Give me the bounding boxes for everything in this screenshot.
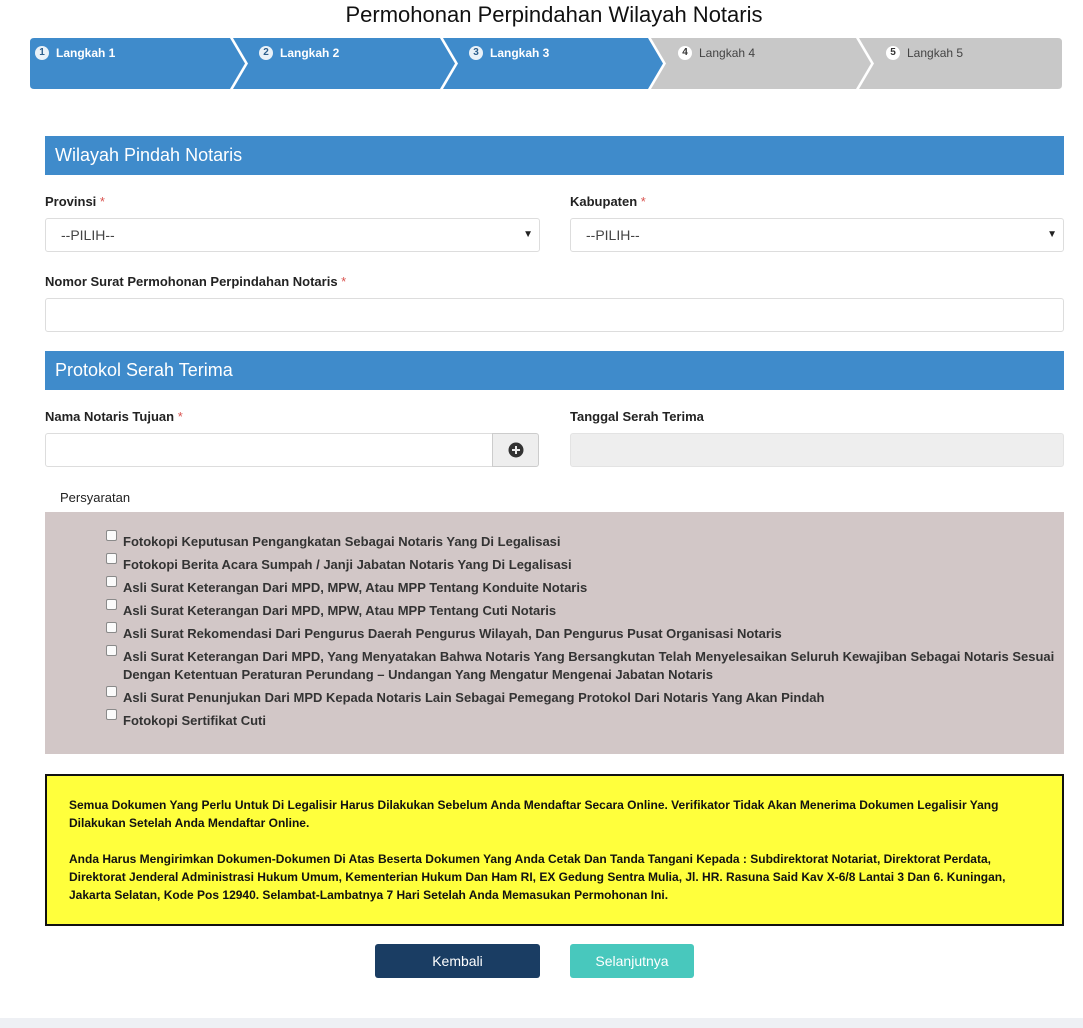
requirement-item[interactable]	[106, 625, 1056, 643]
requirement-item[interactable]	[106, 533, 1056, 551]
provinsi-selected-value: --PILIH--	[61, 227, 115, 243]
requirement-item[interactable]	[106, 602, 1056, 620]
kabupaten-select[interactable]	[570, 218, 1064, 252]
notice-paragraph-1: Semua Dokumen Yang Perlu Untuk Di Legalisir Harus Dilakukan Sebelum Anda Mendaftar Secara Online. Verifikator Tidak Akan Menerima Dokumen Legalisir Yang Dilakukan Setelah Anda Mendaftar Online.	[69, 798, 999, 830]
chevron-down-icon: ▼	[523, 229, 533, 240]
nomor-surat-label	[45, 274, 346, 289]
requirement-item[interactable]	[106, 712, 1056, 730]
step-5-number: 5	[886, 46, 900, 60]
notice-paragraph-2: Anda Harus Mengirimkan Dokumen-Dokumen Di Atas Beserta Dokumen Yang Anda Cetak Dan Tanda Tangani Kepada : Subdirektorat Notariat, Direktorat Perdata, Direktorat Jenderal Administrasi Hukum Umum, Kementerian Hukum Dan Ham RI, EX Gedung Sentra Mulia, Jl. HR. Rasuna Said Kav X-6/8 Lantai 3 Dan 6. Kuningan, Jakarta Selatan, Kode Pos 12940. Selambat-Lambatnya 7 Hari Setelah Anda Memasukan Permohonan Ini.	[69, 852, 1006, 902]
section-header-wilayah: Wilayah Pindah Notaris	[45, 136, 1064, 175]
provinsi-label-text: Provinsi	[45, 194, 97, 209]
kabupaten-label-text: Kabupaten	[570, 194, 638, 209]
requirement-checkbox[interactable]	[106, 530, 117, 541]
required-mark: *	[341, 274, 347, 289]
footer-strip	[0, 1018, 1083, 1028]
tanggal-serah-label: Tanggal Serah Terima	[570, 409, 704, 424]
nomor-surat-input[interactable]	[45, 298, 1064, 332]
step-5-label: Langkah 5	[907, 46, 964, 60]
notice-box	[45, 774, 1064, 926]
section-header-protokol: Protokol Serah Terima	[45, 351, 1064, 390]
requirement-checkbox[interactable]	[106, 553, 117, 564]
requirement-checkbox[interactable]	[106, 645, 117, 656]
tanggal-serah-input[interactable]	[570, 433, 1064, 467]
plus-circle-icon	[508, 442, 524, 458]
nama-notaris-label-text: Nama Notaris Tujuan	[45, 409, 175, 424]
step-2-label: Langkah 2	[280, 46, 340, 60]
step-4[interactable]	[651, 38, 871, 89]
persyaratan-box	[45, 512, 1064, 754]
nama-notaris-input[interactable]	[45, 433, 494, 467]
requirement-item[interactable]	[106, 648, 1056, 684]
required-mark: *	[177, 409, 183, 424]
provinsi-select[interactable]	[45, 218, 540, 252]
provinsi-label	[45, 194, 105, 209]
persyaratan-title: Persyaratan	[60, 490, 131, 505]
step-wizard	[30, 38, 1062, 89]
step-3[interactable]	[443, 38, 663, 89]
add-notaris-button[interactable]	[492, 433, 539, 467]
requirement-item[interactable]	[106, 556, 1056, 574]
step-3-label: Langkah 3	[490, 46, 550, 60]
requirement-checkbox[interactable]	[106, 599, 117, 610]
requirement-item[interactable]	[106, 579, 1056, 597]
requirement-label: Fotokopi Keputusan Pengangkatan Sebagai Notaris Yang Di Legalisasi	[123, 534, 561, 549]
requirement-label: Asli Surat Keterangan Dari MPD, Yang Menyatakan Bahwa Notaris Yang Bersangkutan Telah Menyelesaikan Seluruh Kewajiban Sebagai Notaris Sesuai Dengan Ketentuan Peraturan Perundang – Undangan Yang Mengatur Mengenai Jabatan Notaris	[123, 649, 1055, 682]
step-1-label: Langkah 1	[56, 46, 116, 60]
step-1-number: 1	[35, 46, 49, 60]
page-title: Permohonan Perpindahan Wilayah Notaris	[345, 2, 763, 27]
step-2[interactable]	[233, 38, 455, 89]
kabupaten-label	[570, 194, 646, 209]
requirement-checkbox[interactable]	[106, 576, 117, 587]
required-mark: *	[99, 194, 105, 209]
back-button[interactable]: Kembali	[375, 944, 540, 978]
requirement-item[interactable]	[106, 689, 1056, 707]
step-4-number: 4	[678, 46, 692, 60]
required-mark: *	[640, 194, 646, 209]
step-4-label: Langkah 4	[699, 46, 756, 60]
requirement-checkbox[interactable]	[106, 686, 117, 697]
chevron-down-icon: ▼	[1047, 229, 1057, 240]
kabupaten-selected-value: --PILIH--	[586, 227, 640, 243]
requirement-checkbox[interactable]	[106, 622, 117, 633]
requirement-label: Fotokopi Sertifikat Cuti	[123, 713, 266, 728]
step-1[interactable]	[30, 38, 245, 89]
requirement-label: Asli Surat Keterangan Dari MPD, MPW, Atau MPP Tentang Konduite Notaris	[123, 580, 588, 595]
requirement-label: Fotokopi Berita Acara Sumpah / Janji Jabatan Notaris Yang Di Legalisasi	[123, 557, 572, 572]
next-button[interactable]: Selanjutnya	[570, 944, 694, 978]
requirement-label: Asli Surat Penunjukan Dari MPD Kepada Notaris Lain Sebagai Pemegang Protokol Dari Notaris Yang Akan Pindah	[123, 690, 825, 705]
requirement-label: Asli Surat Rekomendasi Dari Pengurus Daerah Pengurus Wilayah, Dan Pengurus Pusat Organisasi Notaris	[123, 626, 782, 641]
requirement-label: Asli Surat Keterangan Dari MPD, MPW, Atau MPP Tentang Cuti Notaris	[123, 603, 557, 618]
nama-notaris-label	[45, 409, 183, 424]
step-3-number: 3	[469, 46, 483, 60]
step-5[interactable]	[859, 38, 1062, 89]
requirement-checkbox[interactable]	[106, 709, 117, 720]
step-2-number: 2	[259, 46, 273, 60]
nomor-surat-label-text: Nomor Surat Permohonan Perpindahan Notaris	[45, 274, 338, 289]
